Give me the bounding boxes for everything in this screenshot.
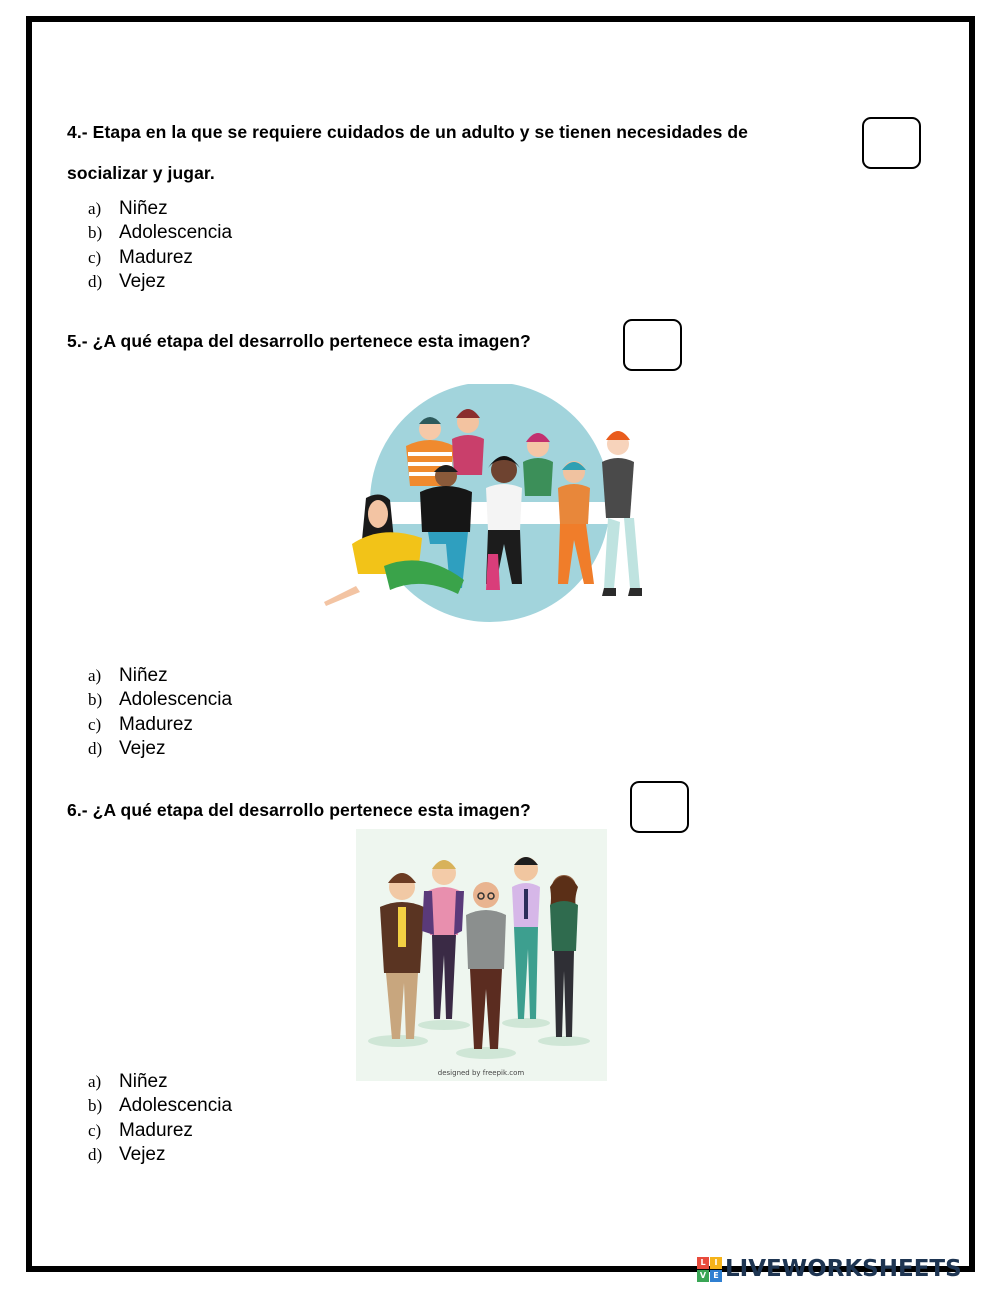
logo-letter: I — [710, 1257, 722, 1269]
option-letter: b) — [88, 690, 103, 710]
option-text: Madurez — [119, 713, 193, 735]
question-4-option-b[interactable] — [88, 221, 232, 245]
option-text: Niñez — [119, 198, 168, 219]
option-text: Adolescencia — [119, 689, 233, 711]
question-4-option-d[interactable] — [88, 270, 232, 294]
option-letter: b) — [88, 1096, 103, 1116]
option-text: Adolescencia — [119, 222, 233, 244]
question-5-answer-box[interactable] — [623, 319, 682, 371]
option-letter: c) — [88, 1120, 102, 1140]
option-text: Niñez — [119, 665, 168, 686]
option-letter: d) — [88, 1144, 103, 1164]
option-letter: c) — [88, 714, 102, 734]
question-4-option-c[interactable] — [88, 246, 232, 270]
teenagers-group-illustration — [318, 384, 652, 624]
question-4-options — [88, 197, 232, 294]
option-text: Madurez — [119, 1119, 193, 1141]
question-6-option-a[interactable] — [88, 1070, 232, 1094]
liveworksheets-logo-icon — [697, 1257, 722, 1282]
image-credit: designed by freepik.com — [437, 1069, 525, 1077]
option-letter: b) — [88, 223, 103, 243]
question-4-option-a[interactable] — [88, 197, 232, 221]
question-6-text: 6.- ¿A qué etapa del desarrollo pertenece esta imagen? — [67, 800, 531, 820]
question-4-text-line1: 4.- Etapa en la que se requiere cuidados de un adulto y se tienen necesidades de — [67, 122, 748, 142]
question-6-options — [88, 1070, 232, 1167]
option-letter: d) — [88, 271, 103, 291]
question-5-text: 5.- ¿A qué etapa del desarrollo pertenece esta imagen? — [67, 331, 531, 351]
option-letter: a) — [88, 199, 102, 218]
option-text: Vejez — [119, 737, 166, 759]
question-4-answer-box[interactable] — [862, 117, 921, 169]
question-5-option-b[interactable] — [88, 688, 232, 712]
question-6-option-c[interactable] — [88, 1119, 232, 1143]
question-5-options — [88, 664, 232, 761]
option-letter: a) — [88, 1072, 102, 1091]
option-text: Adolescencia — [119, 1095, 233, 1117]
liveworksheets-brand — [697, 1254, 962, 1284]
logo-letter: L — [697, 1257, 709, 1269]
question-5-option-c[interactable] — [88, 713, 232, 737]
question-6-option-d[interactable] — [88, 1143, 232, 1167]
adults-group-illustration — [356, 829, 607, 1081]
option-letter: c) — [88, 247, 102, 267]
option-text: Vejez — [119, 270, 166, 292]
logo-letter: V — [697, 1270, 709, 1282]
question-4-text-line2: socializar y jugar. — [67, 163, 215, 183]
liveworksheets-wordmark: LIVEWORKSHEETS — [725, 1256, 962, 1282]
question-5-option-a[interactable] — [88, 664, 232, 688]
option-letter: d) — [88, 738, 103, 758]
question-6-answer-box[interactable] — [630, 781, 689, 833]
option-text: Niñez — [119, 1071, 168, 1092]
option-text: Vejez — [119, 1143, 166, 1165]
question-5-option-d[interactable] — [88, 737, 232, 761]
logo-letter: E — [710, 1270, 722, 1282]
option-letter: a) — [88, 666, 102, 685]
question-6-option-b[interactable] — [88, 1094, 232, 1118]
option-text: Madurez — [119, 246, 193, 268]
